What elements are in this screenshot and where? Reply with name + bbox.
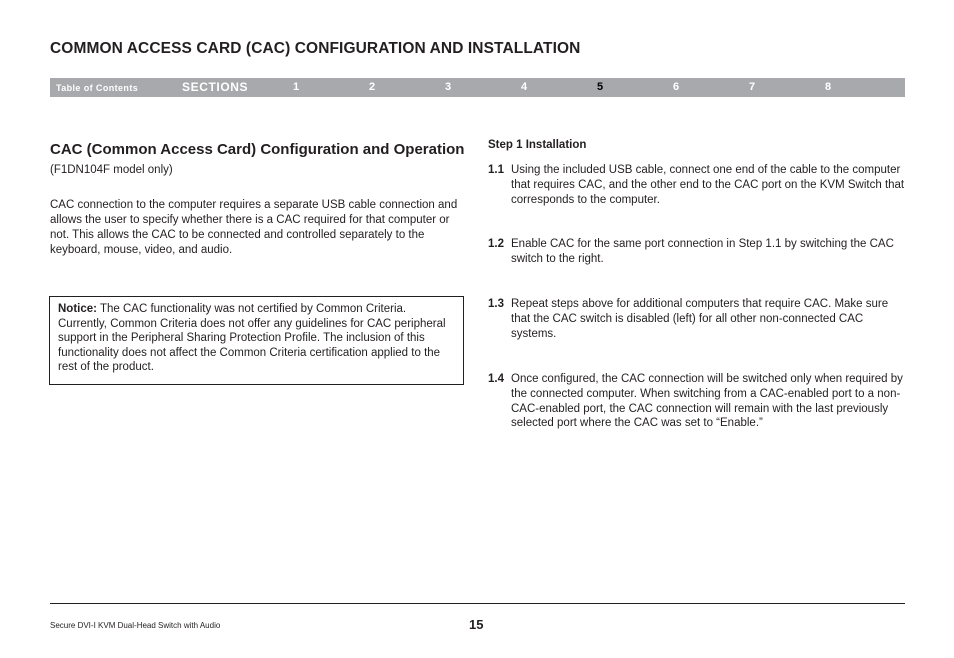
section-heading-block	[50, 140, 465, 180]
section-heading-model-note: (F1DN104F model only)	[50, 164, 173, 176]
step-title: Step 1 Installation	[488, 139, 587, 151]
intro-paragraph: CAC connection to the computer requires a separate USB cable connection and allows the user to specify whether there is a CAC required for that computer or not. This allows the CAC to be connected and controlled separately to the keyboard, mouse, video, and audio.	[50, 199, 458, 256]
step-text: Once configured, the CAC connection will be switched only when required by the connected computer. When switching from a CAC-enabled port to a non-CAC-enabled port, the CAC connection will remain with the last previously selected port where the CAC was set to “Enable.”	[511, 373, 903, 430]
section-link-1[interactable]: 1	[293, 81, 300, 93]
step-item	[488, 297, 908, 341]
notice-box	[49, 296, 464, 385]
step-number: 1.4	[488, 373, 504, 385]
step-number: 1.1	[488, 164, 504, 176]
section-link-7[interactable]: 7	[749, 81, 756, 93]
section-heading	[50, 140, 465, 180]
step-item	[488, 237, 908, 267]
step-text: Repeat steps above for additional computers that require CAC. Make sure that the CAC switch is disabled (left) for all other non-connected CAC systems.	[511, 298, 889, 340]
section-link-3[interactable]: 3	[445, 81, 452, 93]
section-link-2[interactable]: 2	[369, 81, 376, 93]
notice-label: Notice:	[58, 303, 97, 315]
step-text: Using the included USB cable, connect one end of the cable to the computer that requires CAC, and the other end to the CAC port on the KVM Switch that corresponds to the computer.	[511, 164, 905, 206]
notice-text: The CAC functionality was not certified by Common Criteria. Currently, Common Criteria does not offer any guidelines for CAC peripheral support in the Peripheral Sharing Protection Profile. The inclusion of this functionality does not affect the Common Criteria certification applied to the rest of the product.	[58, 303, 446, 374]
footer-product-name: Secure DVI-I KVM Dual-Head Switch with Audio	[50, 621, 221, 630]
section-link-5[interactable]: 5	[597, 81, 604, 93]
step-text: Enable CAC for the same port connection in Step 1.1 by switching the CAC switch to the right.	[511, 238, 894, 265]
page-title: COMMON ACCESS CARD (CAC) CONFIGURATION AND INSTALLATION	[50, 40, 581, 57]
table-of-contents-link[interactable]: Table of Contents	[56, 83, 139, 93]
section-nav-bar	[50, 78, 905, 97]
page-number: 15	[469, 617, 484, 632]
section-heading-text: CAC (Common Access Card) Configuration and Operation	[50, 141, 465, 158]
section-link-4[interactable]: 4	[521, 81, 528, 93]
step-item	[488, 163, 908, 207]
step-number: 1.2	[488, 238, 504, 250]
section-link-6[interactable]: 6	[673, 81, 680, 93]
sections-label: SECTIONS	[182, 80, 249, 94]
step-number: 1.3	[488, 298, 504, 310]
footer-divider	[50, 603, 905, 604]
step-item	[488, 372, 908, 431]
section-link-8[interactable]: 8	[825, 81, 832, 93]
